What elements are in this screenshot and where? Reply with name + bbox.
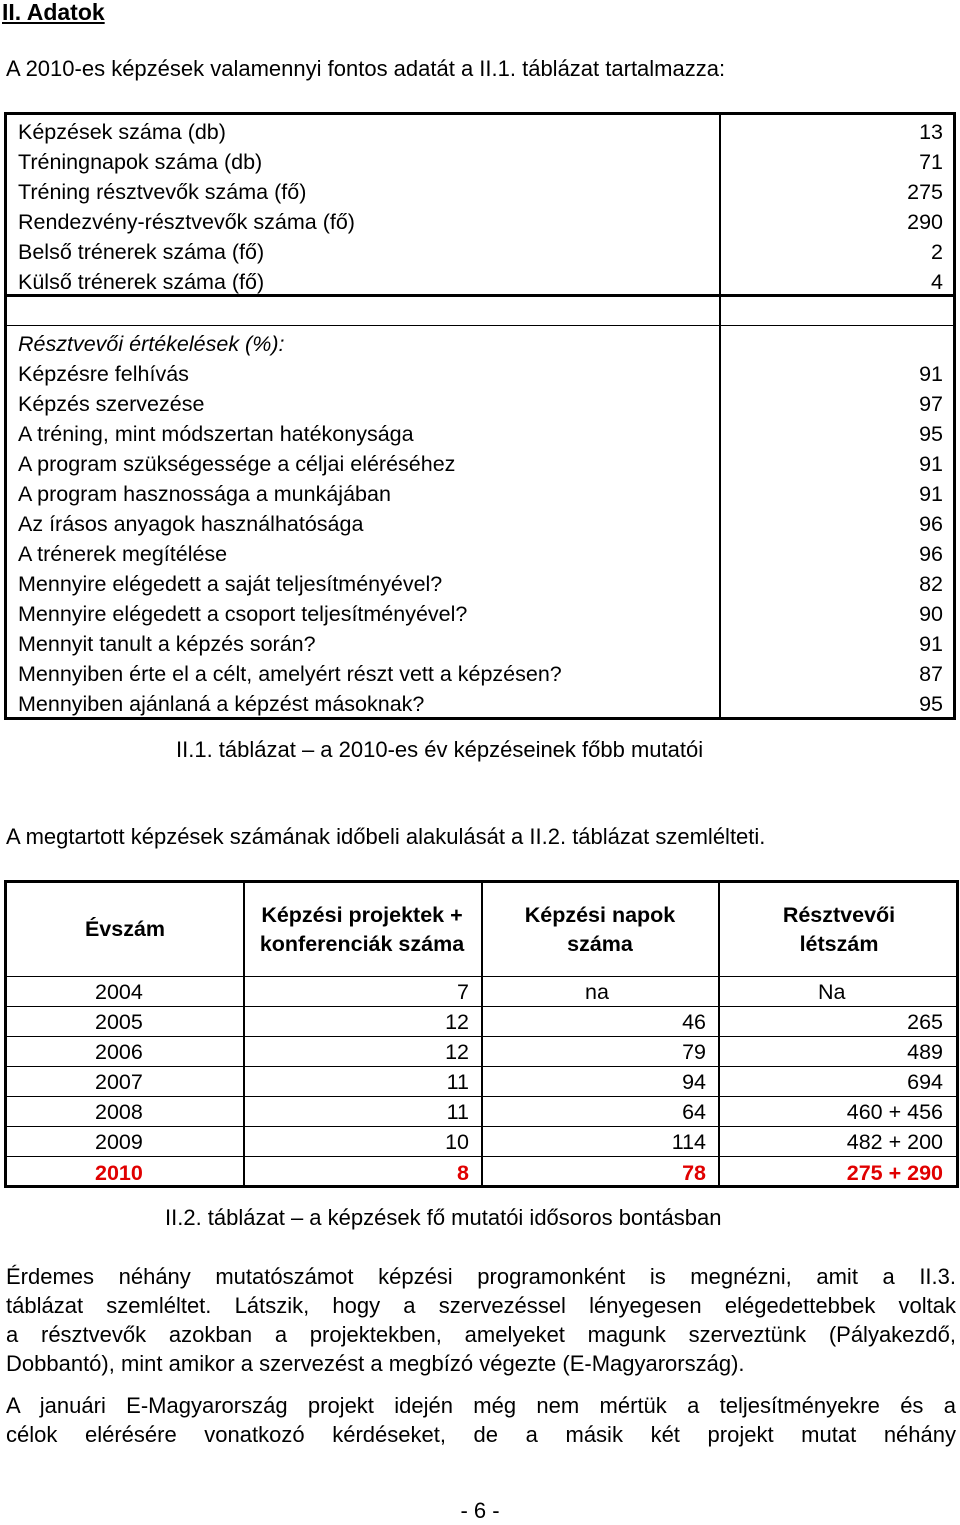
evaluation-header: Résztvevői értékelések (%):: [18, 332, 285, 356]
table-caption: II.2. táblázat – a képzések fő mutatói idősoros bontásban: [165, 1205, 722, 1230]
paragraph: [6, 1262, 956, 1378]
days-cell: 79: [682, 1040, 706, 1064]
column-divider: [243, 883, 245, 1185]
column-divider: [718, 883, 720, 1185]
intro-paragraph: A 2010-es képzések valamennyi fontos adatát a II.1. táblázat tartalmazza:: [6, 56, 726, 81]
table-row: [7, 117, 953, 147]
table-row: [7, 267, 953, 297]
projects-cell: 7: [457, 980, 469, 1004]
row-label: A program szükségessége a céljai eléréséhez: [18, 452, 456, 476]
row-label: Mennyit tanult a képzés során?: [18, 632, 316, 656]
projects-cell: 8: [457, 1161, 469, 1185]
row-divider: [7, 325, 953, 326]
row-divider: [7, 976, 956, 977]
paragraph-line: Érdemes néhány mutatószámot képzési programonként is megnézni, amit a II.3.: [6, 1264, 956, 1289]
year-cell: 2008: [95, 1100, 143, 1124]
page-number: - 6 -: [460, 1498, 500, 1523]
row-value: 91: [919, 632, 943, 656]
row-value: 96: [919, 542, 943, 566]
row-label: Tréningnapok száma (db): [18, 150, 263, 174]
table-row: [7, 359, 953, 389]
row-label: Belső trénerek száma (fő): [18, 240, 265, 264]
table-row: [7, 539, 953, 569]
participants-cell: 460 + 456: [846, 1100, 943, 1124]
row-label: Az írásos anyagok használhatósága: [18, 512, 364, 536]
column-header: Résztvevői létszám: [782, 902, 896, 956]
row-divider: [7, 1066, 956, 1067]
row-value: 97: [919, 392, 943, 416]
table-row: [7, 329, 953, 359]
participants-cell: 489: [907, 1040, 943, 1064]
table-row: [7, 569, 953, 599]
row-label: Rendezvény-résztvevők száma (fő): [18, 210, 355, 234]
year-cell: 2010: [95, 1161, 143, 1185]
table-row: [7, 389, 953, 419]
row-value: 91: [919, 362, 943, 386]
row-label: Képzés szervezése: [18, 392, 205, 416]
section-heading: II. Adatok: [2, 0, 105, 25]
row-label: Mennyire elégedett a csoport teljesítményével?: [18, 602, 468, 626]
table-row: [7, 237, 953, 267]
table-row: [7, 629, 953, 659]
column-header: Képzési projektek + konferenciák száma: [259, 902, 465, 956]
paragraph-line: célok elérésére vonatkozó kérdéseket, de a másik két projekt mutat néhány: [6, 1422, 956, 1447]
row-divider: [7, 1156, 956, 1157]
participants-cell: Na: [818, 980, 846, 1004]
row-divider: [7, 1096, 956, 1097]
table-row: [7, 207, 953, 237]
days-cell: 46: [682, 1010, 706, 1034]
column-header: Évszám: [84, 917, 166, 941]
row-value: 71: [919, 150, 943, 174]
row-label: Tréning résztvevők száma (fő): [18, 180, 307, 204]
timeseries-table: [4, 880, 959, 1188]
projects-cell: 11: [446, 1070, 469, 1094]
row-value: 82: [919, 572, 943, 596]
year-cell: 2004: [95, 980, 143, 1004]
projects-cell: 11: [446, 1100, 469, 1124]
row-value: 90: [919, 602, 943, 626]
column-divider: [481, 883, 483, 1185]
row-label: A program hasznossága a munkájában: [18, 482, 391, 506]
projects-cell: 12: [445, 1040, 469, 1064]
table-row: [7, 599, 953, 629]
year-cell: 2007: [95, 1070, 143, 1094]
projects-cell: 10: [445, 1130, 469, 1154]
row-label: A tréning, mint módszertan hatékonysága: [18, 422, 414, 446]
row-divider: [7, 1036, 956, 1037]
row-value: 290: [907, 210, 943, 234]
paragraph-line: Dobbantó), mint amikor a szervezést a megbízó végezte (E-Magyarország).: [6, 1351, 745, 1376]
year-cell: 2009: [95, 1130, 143, 1154]
days-cell: na: [585, 980, 609, 1004]
table-row: [7, 177, 953, 207]
projects-cell: 12: [445, 1010, 469, 1034]
participants-cell: 694: [907, 1070, 943, 1094]
row-label: Képzések száma (db): [18, 120, 226, 144]
paragraph-line: a résztvevők azokban a projektekben, amelyeket magunk szerveztünk (Pályakezdő,: [6, 1322, 956, 1347]
paragraph: [6, 1391, 956, 1449]
row-divider: [7, 1126, 956, 1127]
paragraph: A megtartott képzések számának időbeli alakulását a II.2. táblázat szemlélteti.: [6, 824, 766, 849]
table-row: [7, 659, 953, 689]
paragraph-line: A januári E-Magyarország projekt idején még nem mértük a teljesítményekre és a: [6, 1393, 956, 1418]
row-value: 4: [931, 270, 943, 294]
row-value: 96: [919, 512, 943, 536]
table-row: [7, 147, 953, 177]
participants-cell: 482 + 200: [846, 1130, 943, 1154]
row-label: Mennyire elégedett a saját teljesítményével?: [18, 572, 443, 596]
row-label: Képzésre felhívás: [18, 362, 189, 386]
days-cell: 94: [682, 1070, 706, 1094]
row-divider: [7, 1006, 956, 1007]
row-value: 95: [919, 692, 943, 716]
table-row: [7, 449, 953, 479]
days-cell: 78: [682, 1161, 706, 1185]
year-cell: 2006: [95, 1040, 143, 1064]
participants-cell: 275 + 290: [846, 1161, 943, 1185]
row-label: Mennyiben érte el a célt, amelyért részt vett a képzésen?: [18, 662, 562, 686]
table-row: [7, 419, 953, 449]
row-value: 91: [919, 452, 943, 476]
table-row: [7, 509, 953, 539]
summary-table: [4, 112, 956, 720]
row-label: A trénerek megítélése: [18, 542, 228, 566]
row-value: 13: [919, 120, 943, 144]
paragraph-line: táblázat szemléltet. Látszik, hogy a szervezéssel lényegesen elégedettebbek voltak: [6, 1293, 956, 1318]
row-value: 2: [931, 240, 943, 264]
row-value: 91: [919, 482, 943, 506]
row-value: 275: [907, 180, 943, 204]
table-row: [7, 689, 953, 719]
days-cell: 114: [671, 1130, 706, 1154]
days-cell: 64: [682, 1100, 706, 1124]
row-value: 87: [919, 662, 943, 686]
row-label: Mennyiben ajánlaná a képzést másoknak?: [18, 692, 425, 716]
column-header: Képzési napok száma: [524, 902, 676, 956]
year-cell: 2005: [95, 1010, 143, 1034]
table-row: [7, 479, 953, 509]
participants-cell: 265: [907, 1010, 943, 1034]
table-caption: II.1. táblázat – a 2010-es év képzéseinek főbb mutatói: [176, 737, 704, 762]
row-value: 95: [919, 422, 943, 446]
row-label: Külső trénerek száma (fő): [18, 270, 265, 294]
